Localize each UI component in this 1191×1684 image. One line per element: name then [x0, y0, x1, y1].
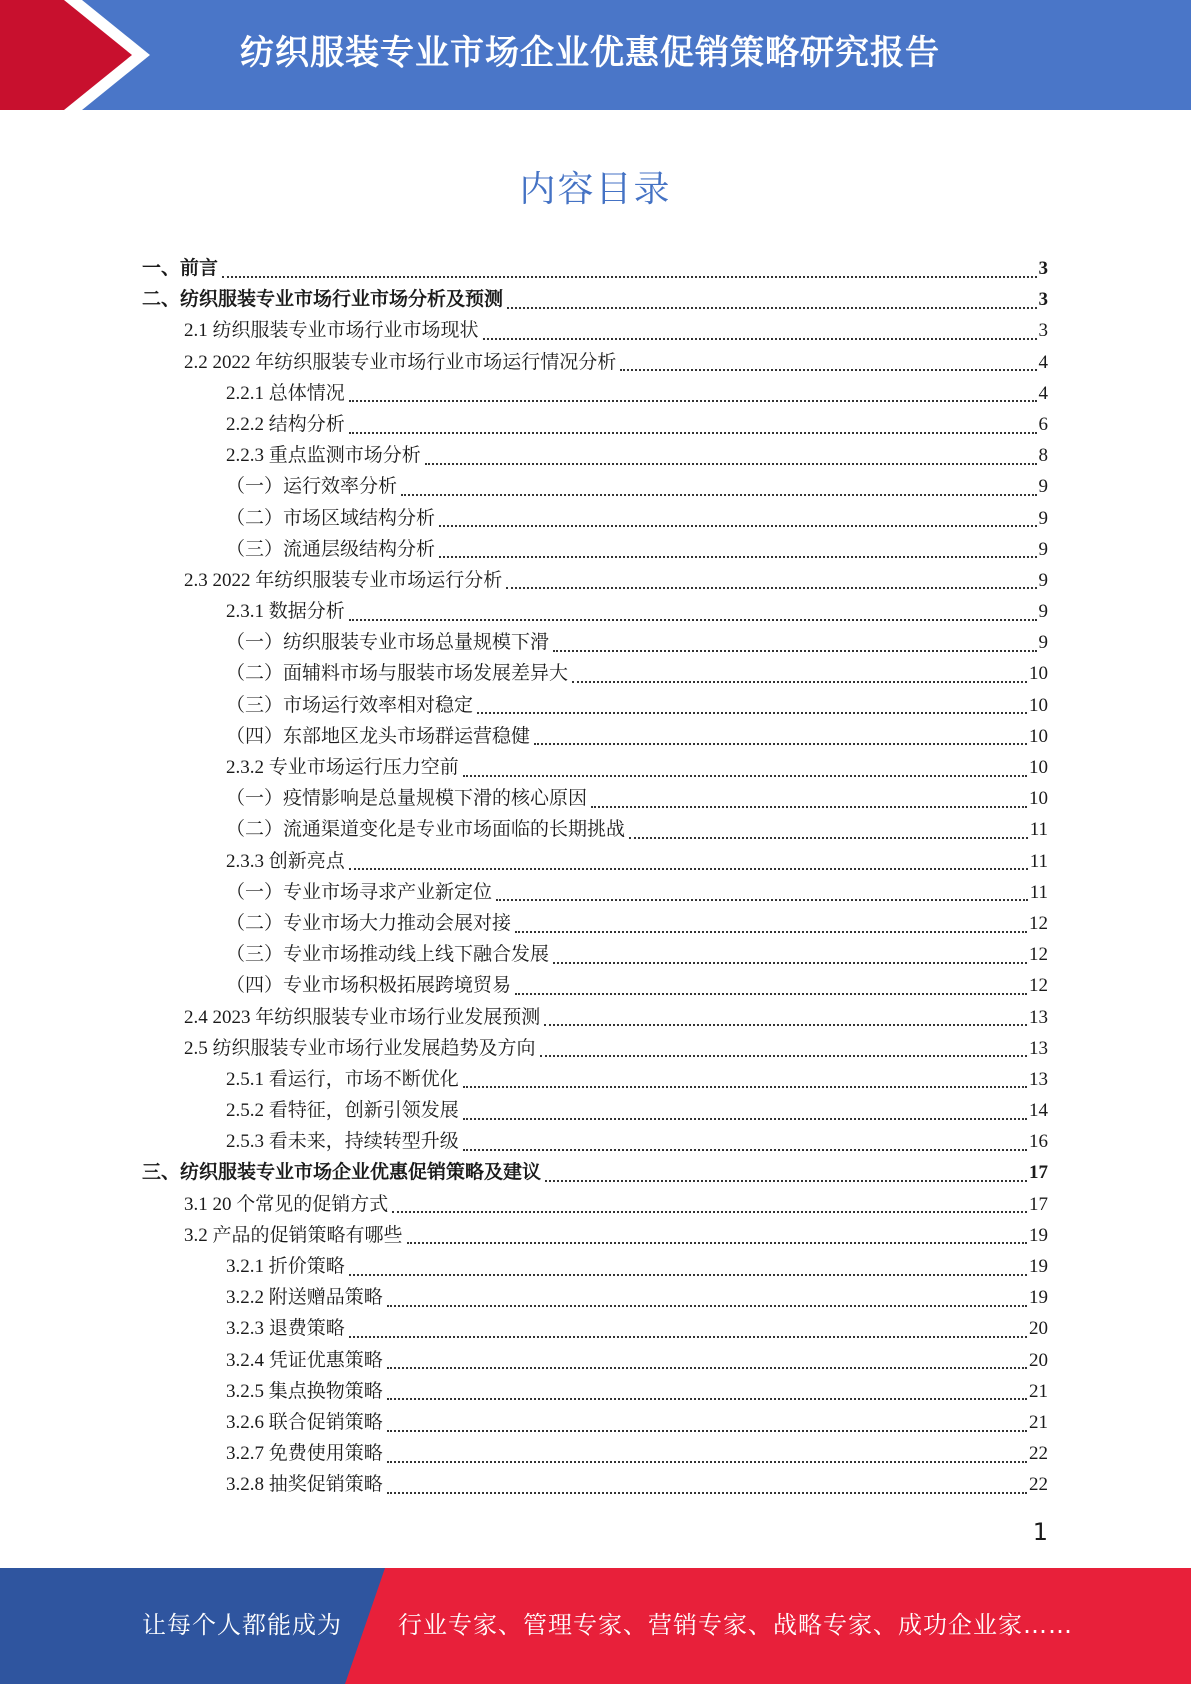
toc-entry[interactable]	[142, 1282, 1048, 1313]
toc-entry[interactable]	[142, 1469, 1048, 1500]
toc-leader-dots	[506, 587, 1036, 589]
toc-entry-title: 二、纺织服装专业市场行业市场分析及预测	[142, 289, 504, 311]
toc-entry-title: 2.3.3 创新亮点	[226, 850, 345, 872]
toc-entry[interactable]	[142, 1002, 1048, 1033]
toc-leader-dots	[553, 962, 1027, 964]
toc-leader-dots	[507, 307, 1036, 309]
table-of-contents	[142, 253, 1048, 1501]
toc-entry-title: （四）东部地区龙头市场群运营稳健	[226, 725, 531, 747]
toc-leader-dots	[572, 681, 1027, 683]
toc-entry-page: 12	[1029, 944, 1048, 966]
toc-entry-title: 2.2.3 重点监测市场分析	[226, 445, 421, 467]
toc-entry-title: 3.2.4 凭证优惠策略	[226, 1349, 383, 1371]
toc-leader-dots	[392, 1211, 1027, 1213]
toc-leader-dots	[591, 806, 1027, 808]
toc-leader-dots	[349, 868, 1028, 870]
toc-entry-page: 20	[1029, 1349, 1048, 1371]
toc-entry-page: 13	[1029, 1006, 1048, 1028]
toc-leader-dots	[349, 619, 1037, 621]
toc-entry-page: 17	[1029, 1193, 1048, 1215]
toc-entry-page: 4	[1038, 382, 1048, 404]
toc-entry-page: 10	[1029, 663, 1048, 685]
toc-leader-dots	[222, 276, 1036, 278]
toc-entry-page: 17	[1029, 1162, 1048, 1184]
toc-entry[interactable]	[142, 814, 1048, 845]
toc-leader-dots	[387, 1461, 1027, 1463]
toc-entry-title: （一）运行效率分析	[226, 476, 398, 498]
toc-entry[interactable]	[142, 440, 1048, 471]
toc-leader-dots	[387, 1305, 1027, 1307]
toc-entry[interactable]	[142, 1345, 1048, 1376]
toc-entry-page: 9	[1038, 601, 1048, 623]
toc-leader-dots	[349, 400, 1037, 402]
toc-entry[interactable]	[142, 846, 1048, 877]
toc-entry[interactable]	[142, 1033, 1048, 1064]
toc-entry-page: 4	[1038, 351, 1048, 373]
toc-leader-dots	[349, 1274, 1027, 1276]
toc-entry[interactable]	[142, 1220, 1048, 1251]
toc-leader-dots	[483, 338, 1037, 340]
toc-leader-dots	[496, 899, 1028, 901]
toc-entry[interactable]	[142, 908, 1048, 939]
toc-entry-title: （二）流通渠道变化是专业市场面临的长期挑战	[226, 819, 626, 841]
toc-entry-title: （一）纺织服装专业市场总量规模下滑	[226, 632, 550, 654]
toc-entry[interactable]	[142, 1126, 1048, 1157]
toc-entry-page: 13	[1029, 1068, 1048, 1090]
toc-entry-page: 11	[1029, 819, 1048, 841]
footer-slogan-left: 让每个人都能成为	[142, 1611, 342, 1639]
toc-entry-page: 10	[1029, 757, 1048, 778]
toc-entry-page: 12	[1029, 975, 1048, 997]
toc-entry-title: （二）专业市场大力推动会展对接	[226, 912, 512, 934]
toc-entry-title: 三、纺织服装专业市场企业优惠促销策略及建议	[142, 1162, 542, 1184]
toc-leader-dots	[540, 1055, 1027, 1057]
toc-entry-page: 9	[1038, 632, 1048, 654]
toc-entry-page: 9	[1038, 538, 1048, 560]
toc-entry-title: 3.1 20 个常见的促销方式	[184, 1193, 389, 1215]
toc-entry[interactable]	[142, 409, 1048, 440]
toc-entry-title: 2.3.2 专业市场运行压力空前	[226, 757, 459, 778]
toc-entry-page: 8	[1038, 445, 1048, 467]
toc-entry[interactable]	[142, 378, 1048, 409]
toc-entry[interactable]	[142, 970, 1048, 1001]
toc-entry[interactable]	[142, 783, 1048, 814]
toc-leader-dots	[349, 1336, 1027, 1338]
toc-entry[interactable]	[142, 1064, 1048, 1095]
toc-entry-page: 10	[1029, 788, 1048, 810]
toc-entry[interactable]	[142, 658, 1048, 689]
toc-entry-title: 3.2.5 集点换物策略	[226, 1380, 383, 1402]
toc-entry-page: 21	[1029, 1411, 1048, 1433]
toc-entry[interactable]	[142, 534, 1048, 565]
toc-leader-dots	[553, 650, 1036, 652]
toc-entry-page: 16	[1029, 1131, 1048, 1153]
toc-entry-title: 3.2.8 抽奖促销策略	[226, 1474, 383, 1496]
toc-entry-title: （一）疫情影响是总量规模下滑的核心原因	[226, 788, 588, 810]
toc-entry[interactable]	[142, 877, 1048, 908]
toc-entry[interactable]	[142, 1157, 1048, 1188]
toc-entry-page: 19	[1029, 1256, 1048, 1277]
toc-entry-page: 19	[1029, 1287, 1048, 1309]
toc-entry-title: 2.1 纺织服装专业市场行业市场现状	[184, 320, 479, 342]
toc-entry-page: 22	[1029, 1443, 1048, 1465]
toc-entry-title: 2.2 2022 年纺织服装专业市场行业市场运行情况分析	[184, 351, 617, 373]
header-banner	[0, 0, 1191, 110]
toc-entry[interactable]	[142, 284, 1048, 315]
toc-entry-title: 3.2.2 附送赠品策略	[226, 1287, 383, 1309]
toc-entry[interactable]	[142, 721, 1048, 752]
footer-banner	[0, 1568, 1191, 1684]
toc-entry-page: 19	[1029, 1224, 1048, 1246]
toc-entry-title: （三）市场运行效率相对稳定	[226, 694, 474, 716]
toc-entry[interactable]	[142, 565, 1048, 596]
toc-leader-dots	[515, 931, 1027, 933]
toc-leader-dots	[387, 1367, 1027, 1369]
toc-leader-dots	[439, 525, 1036, 527]
toc-heading: 内容目录	[519, 169, 672, 210]
toc-entry-page: 14	[1029, 1100, 1048, 1122]
toc-entry-page: 11	[1029, 881, 1048, 903]
toc-leader-dots	[477, 712, 1027, 714]
toc-leader-dots	[463, 1086, 1027, 1088]
toc-entry[interactable]	[142, 596, 1048, 627]
toc-entry[interactable]	[142, 752, 1048, 783]
toc-entry[interactable]	[142, 690, 1048, 721]
toc-leader-dots	[463, 775, 1027, 777]
toc-entry[interactable]	[142, 315, 1048, 346]
toc-entry[interactable]	[142, 1189, 1048, 1220]
toc-leader-dots	[387, 1492, 1027, 1494]
toc-entry-page: 10	[1029, 725, 1048, 747]
toc-entry-title: （四）专业市场积极拓展跨境贸易	[226, 975, 512, 997]
toc-entry[interactable]	[142, 1313, 1048, 1344]
toc-entry[interactable]	[142, 1095, 1048, 1126]
toc-entry-page: 9	[1038, 507, 1048, 529]
toc-entry-page: 11	[1029, 850, 1048, 872]
toc-entry-page: 10	[1029, 694, 1048, 716]
toc-leader-dots	[387, 1430, 1027, 1432]
toc-leader-dots	[387, 1398, 1027, 1400]
toc-leader-dots	[545, 1180, 1027, 1182]
toc-entry[interactable]	[142, 503, 1048, 534]
toc-entry[interactable]	[142, 939, 1048, 970]
toc-entry-title: 3.2.3 退费策略	[226, 1318, 345, 1340]
toc-leader-dots	[629, 837, 1028, 839]
toc-leader-dots	[515, 993, 1027, 995]
toc-entry-page: 13	[1029, 1037, 1048, 1059]
toc-entry-title: 2.2.1 总体情况	[226, 382, 345, 404]
toc-entry-title: 3.2.7 免费使用策略	[226, 1443, 383, 1465]
toc-leader-dots	[425, 463, 1037, 465]
toc-entry-title: 3.2 产品的促销策略有哪些	[184, 1224, 403, 1246]
toc-entry-title: 3.2.6 联合促销策略	[226, 1411, 383, 1433]
toc-entry-page: 22	[1029, 1474, 1048, 1496]
toc-entry[interactable]	[142, 1407, 1048, 1438]
toc-entry-title: （三）流通层级结构分析	[226, 538, 436, 560]
toc-entry-page: 9	[1038, 476, 1048, 498]
toc-leader-dots	[407, 1242, 1027, 1244]
toc-entry-page: 3	[1038, 289, 1048, 311]
toc-entry[interactable]	[142, 253, 1048, 284]
toc-leader-dots	[544, 1024, 1027, 1026]
toc-entry-page: 20	[1029, 1318, 1048, 1340]
toc-entry-page: 12	[1029, 912, 1048, 934]
toc-entry-title: 2.5.3 看未来，持续转型升级	[226, 1131, 459, 1153]
toc-entry-title: 2.2.2 结构分析	[226, 413, 345, 435]
toc-entry-page: 9	[1038, 569, 1048, 591]
toc-entry[interactable]	[142, 1376, 1048, 1407]
toc-entry-title: 2.5.1 看运行，市场不断优化	[226, 1068, 459, 1090]
toc-leader-dots	[463, 1149, 1027, 1151]
toc-entry[interactable]	[142, 627, 1048, 658]
toc-entry-page: 3	[1038, 258, 1048, 279]
toc-entry-title: （一）专业市场寻求产业新定位	[226, 881, 493, 903]
toc-entry[interactable]	[142, 347, 1048, 378]
toc-entry-title: （三）专业市场推动线上线下融合发展	[226, 944, 550, 966]
toc-entry-title: 2.3.1 数据分析	[226, 601, 345, 623]
toc-leader-dots	[463, 1118, 1027, 1120]
footer-slogan-right: 行业专家、管理专家、营销专家、战略专家、成功企业家……	[398, 1611, 1073, 1639]
toc-entry-title: （二）市场区域结构分析	[226, 507, 436, 529]
toc-leader-dots	[620, 369, 1036, 371]
toc-entry-title: 2.5 纺织服装专业市场行业发展趋势及方向	[184, 1037, 536, 1059]
toc-entry-page: 3	[1038, 320, 1048, 342]
toc-entry-title: 2.4 2023 年纺织服装专业市场行业发展预测	[184, 1006, 541, 1028]
toc-entry-page: 6	[1038, 413, 1048, 435]
toc-entry[interactable]	[142, 471, 1048, 502]
toc-leader-dots	[439, 556, 1036, 558]
toc-entry[interactable]	[142, 1251, 1048, 1282]
toc-leader-dots	[401, 494, 1036, 496]
toc-entry-title: （二）面辅料市场与服装市场发展差异大	[226, 663, 569, 685]
toc-entry-title: 2.3 2022 年纺织服装专业市场运行分析	[184, 569, 503, 591]
toc-entry-title: 一、前言	[142, 258, 219, 279]
toc-leader-dots	[534, 743, 1027, 745]
page-number: 1	[1032, 1518, 1048, 1546]
toc-entry-title: 3.2.1 折价策略	[226, 1256, 345, 1277]
toc-entry-page: 21	[1029, 1380, 1048, 1402]
report-title: 纺织服装专业市场企业优惠促销策略研究报告	[240, 33, 940, 73]
toc-leader-dots	[349, 432, 1037, 434]
toc-entry[interactable]	[142, 1438, 1048, 1469]
toc-entry-title: 2.5.2 看特征，创新引领发展	[226, 1100, 459, 1122]
